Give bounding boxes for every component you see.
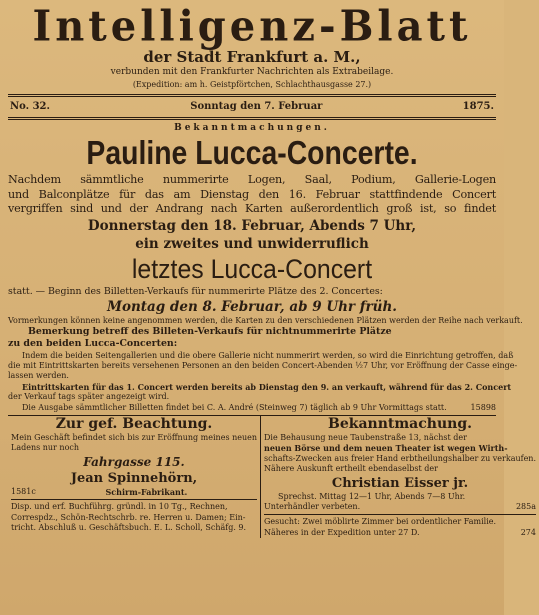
right-ad-heading: Bekanntmachung. bbox=[328, 415, 472, 432]
masthead-title: Intelligenz-Blatt bbox=[32, 1, 472, 52]
left-ad-name: Jean Spinnehörn, bbox=[70, 470, 198, 486]
left-ad-trade-row bbox=[11, 487, 257, 497]
divider bbox=[264, 514, 536, 515]
right-ad bbox=[261, 416, 539, 538]
concert-date: Donnerstag den 18. Februar, Abends 7 Uhr, bbox=[87, 217, 417, 234]
sale-date: Montag den 8. Februar, ab 9 Uhr früh. bbox=[107, 298, 397, 315]
ticket-issue bbox=[8, 403, 496, 413]
right-ad-text: Unterhändler verbeten. bbox=[264, 501, 361, 511]
right-ad-text: schafts-Zwecken aus freier Hand erbtheilungshalber zu verkaufen. bbox=[264, 453, 536, 463]
remark-text: die mit Eintrittskarten bereits versehenen Personen an den beiden Concert-Abenden ½7 Uhr, vor Eröffnung der Casse einge- bbox=[8, 360, 518, 370]
left-ad-text: Mein Geschäft befindet sich bis zur Eröffnung meines neuen bbox=[11, 432, 258, 442]
divider bbox=[8, 117, 496, 120]
divider bbox=[8, 94, 496, 97]
reservation-note: Vormerkungen können keine angenommen werden, die Karten zu den verschiedenen Plätzen werden der Reihe nach verkauft. bbox=[8, 315, 523, 325]
dateline bbox=[8, 100, 496, 114]
masthead-city: der Stadt Frankfurt a. M., bbox=[143, 48, 361, 66]
remark-line: zu den beiden Lucca-Concerten: bbox=[8, 338, 178, 350]
left-ad-heading: Zur gef. Beachtung. bbox=[55, 415, 213, 432]
left-ad-trade: Schirm-Fabrikant. bbox=[105, 486, 188, 497]
two-column-ads bbox=[8, 415, 536, 538]
notice-line: und Balconplätze für das am Dienstag den 16. Februar stattfindende Concert bbox=[8, 187, 496, 201]
right-ad-ref: 274 bbox=[520, 527, 536, 537]
sale-start: statt. — Beginn des Billetten-Verkaufs für nummerirte Plätze des 2. Concertes: bbox=[8, 285, 383, 297]
left-ad-address: Fahrgasse 115. bbox=[83, 454, 185, 469]
remark-line: Bemerkung betreff des Billeten-Verkaufs für nichtnummerirte Plätze bbox=[28, 326, 392, 338]
concert-second: ein zweites und unwiderruflich bbox=[135, 235, 369, 252]
right-ad-text: Gesucht: Zwei möblirte Zimmer bei ordentlicher Familie. bbox=[264, 517, 497, 527]
right-ad-ref-row bbox=[264, 528, 536, 538]
remark-text: lassen werden. bbox=[8, 371, 69, 381]
masthead-expedition: (Expedition: am h. Geistpförtchen, Schlachthausgasse 27.) bbox=[132, 80, 372, 89]
ticket-text: Eintrittskarten für das 1. Concert werden bereits ab Dienstag den 9. an verkauft, während für das 2. Concert bbox=[22, 381, 512, 392]
left-ad-text: tricht. Abschluß u. Geschäftsbuch. E. L. Scholl, Schäfg. 9. bbox=[11, 522, 247, 532]
section-heading: Bekanntmachungen. bbox=[174, 123, 330, 133]
right-ad-ref: 285a bbox=[515, 501, 536, 511]
right-ad-ref-row bbox=[264, 502, 536, 512]
notice-line: vergriffen sind und der Andrang nach Karten außerordentlich groß ist, so findet bbox=[8, 202, 496, 215]
left-ad-text: Ladens nur noch bbox=[11, 443, 80, 453]
concert-last: letztes Lucca-Concert bbox=[131, 253, 373, 284]
issue-year: 1875. bbox=[462, 101, 494, 112]
issue-number: No. 32. bbox=[10, 101, 50, 112]
right-ad-name: Christian Eisser jr. bbox=[331, 475, 469, 491]
remark-text: Indem die beiden Seitengallerien und die obere Gallerie nicht nummerirt werden, so wird die Einrichtung getroffen, daß bbox=[22, 350, 514, 360]
notice-line: Nachdem sämmtliche nummerirte Logen, Saal, Podium, Gallerie-Logen bbox=[8, 173, 496, 186]
ticket-issue-text: Die Ausgabe sämmtlicher Billetten findet bei C. A. André (Steinweg 7) täglich ab 9 Uhr Vormittags statt. bbox=[22, 402, 447, 412]
ticket-issue-ref: 15898 bbox=[470, 402, 496, 412]
right-ad-text: Die Behausung neue Taubenstraße 13, nächst der bbox=[264, 432, 467, 442]
left-ad-ref: 1581c bbox=[11, 486, 36, 496]
right-ad-text: Näheres in der Expedition unter 27 D. bbox=[264, 527, 420, 537]
right-ad-text: Sprechst. Mittag 12—1 Uhr, Abends 7—8 Uhr. bbox=[278, 491, 466, 501]
left-ad-text: Disp. und erf. Buchführg. gründl. in 10 Tg., Rechnen, bbox=[11, 502, 228, 512]
right-ad-text: Nähere Auskunft ertheilt ebendaselbst der bbox=[264, 464, 438, 474]
divider bbox=[11, 499, 257, 500]
right-ad-text: neuen Börse und dem neuen Theater ist wegen Wirth- bbox=[264, 443, 508, 454]
concert-title: Pauline Lucca-Concerte. bbox=[86, 134, 418, 171]
issue-date: Sonntag den 7. Februar bbox=[190, 101, 323, 112]
ticket-text: der Verkauf tags später angezeigt wird. bbox=[8, 392, 170, 402]
masthead-verbunden: verbunden mit den Frankfurter Nachrichten als Extrabeilage. bbox=[110, 67, 394, 77]
notice-paragraph bbox=[8, 173, 496, 217]
left-ad-text: Correspdz., Schön-Rechtschrb. re. Herren u. Damen; Ein- bbox=[11, 512, 246, 522]
left-ad bbox=[8, 416, 261, 538]
